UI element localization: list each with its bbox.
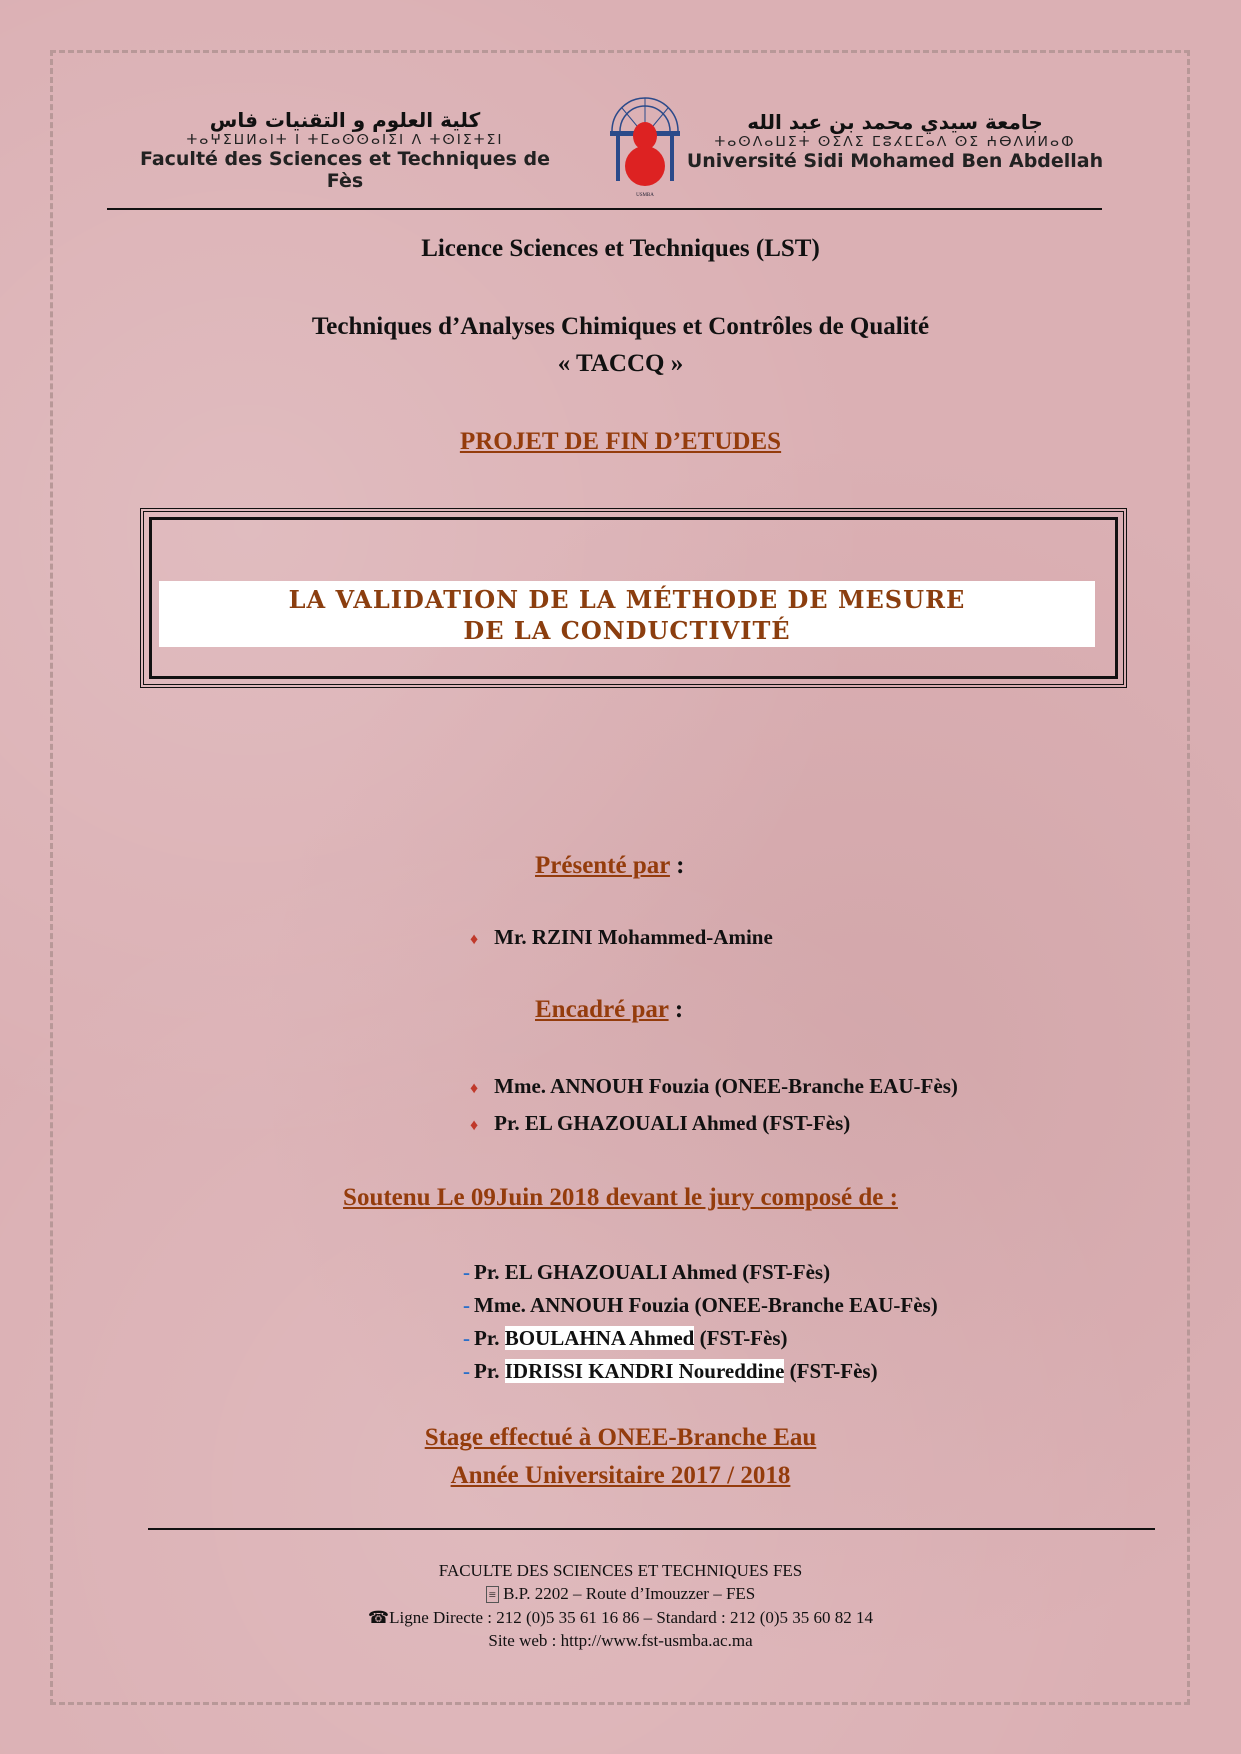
university-logo xyxy=(602,86,688,202)
presented-label: Présenté par xyxy=(535,852,670,879)
supervisor-item xyxy=(470,1111,850,1136)
supervised-label: Encadré par xyxy=(535,996,669,1023)
jury-name: BOULAHNA Ahmed xyxy=(504,1326,695,1350)
address-text: B.P. 2202 – Route d’Imouzzer – FES xyxy=(503,1584,756,1603)
project-label-text: PROJET DE FIN D’ETUDES xyxy=(459,428,782,455)
footer xyxy=(0,1559,1241,1652)
jury-affiliation: (ONEE-Branche EAU-Fès) xyxy=(689,1293,938,1317)
footer-website[interactable] xyxy=(0,1629,1241,1652)
presented-heading: Présenté par : xyxy=(535,852,685,879)
jury-member: - Mme. ANNOUH Fouzia (ONEE-Branche EAU-Fès) xyxy=(463,1293,938,1317)
thesis-title-line1: LA VALIDATION DE LA MÉTHODE DE MESURE xyxy=(288,585,966,614)
logo-caption: USMBA xyxy=(636,193,654,198)
jury-title: Pr. xyxy=(474,1359,505,1383)
supervisor-name: Mme. ANNOUH Fouzia (ONEE-Branche EAU-Fès) xyxy=(494,1074,958,1098)
website-link[interactable]: Site web : http://www.fst-usmba.ac.ma xyxy=(488,1631,753,1650)
phone-icon: ☎ xyxy=(367,1608,390,1627)
jury-name: IDRISSI KANDRI Noureddine xyxy=(504,1359,785,1383)
title-box xyxy=(140,508,1127,688)
supervised-heading: Encadré par : xyxy=(535,996,684,1023)
jury-affiliation: (FST-Fès) xyxy=(784,1359,878,1383)
faculty-name-arabic: كلية العلوم و التقنيات فاس xyxy=(209,108,481,132)
thesis-title-line2: DE LA CONDUCTIVITÉ xyxy=(463,616,791,645)
project-label xyxy=(0,428,1241,456)
specialty-acronym: « TACCQ » xyxy=(557,350,684,377)
university-name-arabic: جامعة سيدي محمد بن عبد الله xyxy=(747,110,1043,134)
university-name-french: Université Sidi Mohamed Ben Abdellah xyxy=(686,150,1104,172)
faculty-name-french: Faculté des Sciences et Techniques de Fès xyxy=(139,148,551,192)
program-title: Licence Sciences et Techniques (LST) xyxy=(421,235,820,262)
defense-label: Soutenu Le 09Juin 2018 devant le jury composé de : xyxy=(343,1184,898,1211)
supervisor-name: Pr. EL GHAZOUALI Ahmed (FST-Fès) xyxy=(494,1111,851,1135)
diamond-bullet-icon: ♦ xyxy=(470,1117,479,1134)
presenter-name: Mr. RZINI Mohammed-Amine xyxy=(494,925,773,949)
footer-address xyxy=(0,1582,1241,1606)
jury-title: Pr. xyxy=(474,1326,505,1350)
jury-name: Mme. ANNOUH Fouzia xyxy=(474,1293,690,1317)
faculty-name-tifinagh: ⵜⴰⵖⵉⵡⵍⴰⵏⵜ ⵏ ⵜⵎⴰⵙⵙⴰⵏⵉⵏ ⴷ ⵜⵙⵏⵉⵜⵉⵏ xyxy=(186,132,504,148)
defense-heading xyxy=(0,1184,1241,1212)
jury-affiliation: (FST-Fès) xyxy=(736,1260,831,1284)
jury-member: - Pr. EL GHAZOUALI Ahmed (FST-Fès) xyxy=(463,1260,831,1284)
supervisor-item xyxy=(470,1074,958,1099)
diamond-bullet-icon: ♦ xyxy=(470,931,479,948)
footer-phone xyxy=(0,1606,1241,1629)
presenter-item xyxy=(470,925,773,950)
year-line xyxy=(0,1462,1241,1490)
footer-divider xyxy=(148,1528,1155,1530)
university-header xyxy=(680,110,1110,172)
internship-line xyxy=(0,1424,1241,1452)
jury-name: Pr. EL GHAZOUALI Ahmed xyxy=(474,1260,737,1284)
header-divider xyxy=(107,208,1102,210)
university-name-tifinagh: ⵜⴰⵙⴷⴰⵡⵉⵜ ⵙⵉⴷⵉ ⵎⵓⵃⵎⵎⴰⴷ ⵙⵉ ⵄⴱⴷⵍⵍⴰⵀ xyxy=(714,134,1076,150)
jury-affiliation: (FST-Fès) xyxy=(694,1326,788,1350)
thesis-title xyxy=(159,581,1095,647)
faculty-header xyxy=(120,108,570,192)
diamond-bullet-icon: ♦ xyxy=(470,1080,479,1097)
mailbox-icon: ≡ xyxy=(486,1586,499,1603)
jury-member: - Pr. IDRISSI KANDRI Noureddine (FST-Fès) xyxy=(463,1359,878,1383)
internship-text: Stage effectué à ONEE-Branche Eau xyxy=(424,1424,817,1451)
jury-member: - Pr. BOULAHNA Ahmed (FST-Fès) xyxy=(463,1326,788,1350)
specialty-title: Techniques d’Analyses Chimiques et Contrôles de Qualité xyxy=(311,313,930,340)
footer-faculty: FACULTE DES SCIENCES ET TECHNIQUES FES xyxy=(438,1561,803,1580)
year-text: Année Universitaire 2017 / 2018 xyxy=(450,1462,791,1489)
phone-text: Ligne Directe : 212 (0)5 35 61 16 86 – Standard : 212 (0)5 35 60 82 14 xyxy=(389,1608,874,1627)
